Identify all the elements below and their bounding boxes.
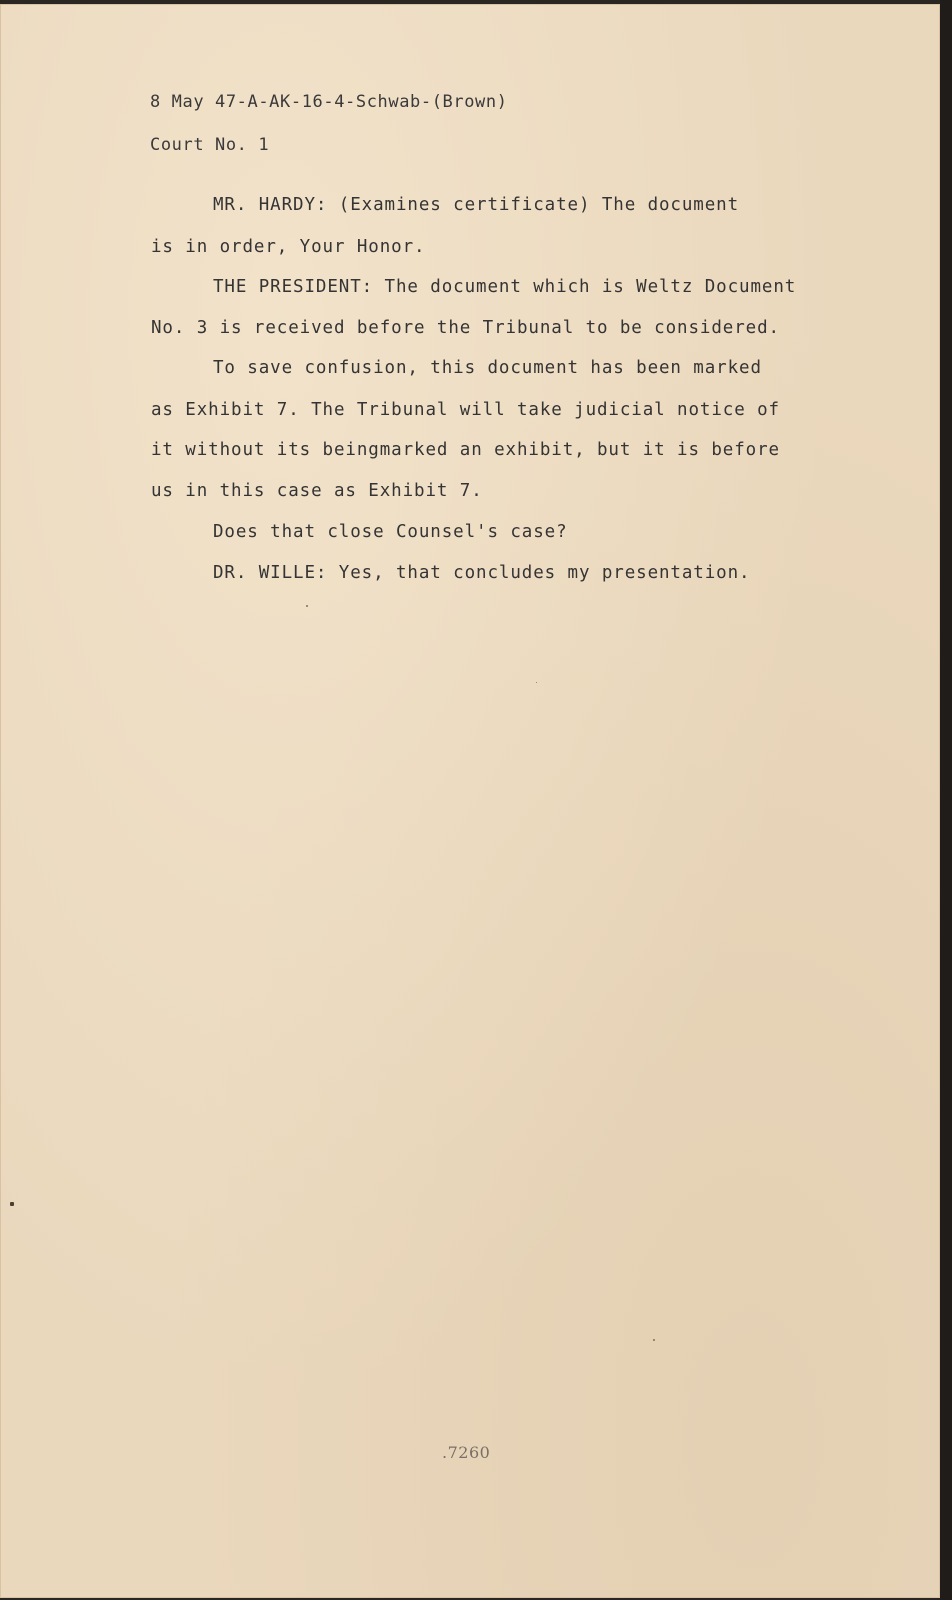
- transcript-line: as Exhibit 7. The Tribunal will take judicial notice of: [151, 400, 780, 420]
- paper-speck: [653, 1339, 655, 1341]
- page-number: .7260: [442, 1443, 491, 1462]
- transcript-line: it without its beingmarked an exhibit, but it is before: [151, 440, 780, 460]
- paper-speck: [10, 1202, 14, 1206]
- transcript-line: DR. WILLE: Yes, that concludes my presentation.: [213, 563, 751, 583]
- header-reference: 8 May 47-A-AK-16-4-Schwab-(Brown): [150, 92, 508, 112]
- paper-speck: [536, 682, 537, 683]
- scan-edge: [940, 0, 952, 1600]
- transcript-line: THE PRESIDENT: The document which is Weltz Document: [213, 277, 797, 297]
- transcript-line: is in order, Your Honor.: [151, 237, 426, 257]
- transcript-line: us in this case as Exhibit 7.: [151, 481, 483, 501]
- transcript-line: To save confusion, this document has been marked: [213, 358, 762, 378]
- transcript-line: MR. HARDY: (Examines certificate) The document: [213, 195, 740, 215]
- court-number: Court No. 1: [150, 135, 270, 155]
- paper-speck: [306, 605, 308, 607]
- transcript-line: Does that close Counsel's case?: [213, 522, 568, 542]
- document-page: [0, 4, 940, 1598]
- transcript-line: No. 3 is received before the Tribunal to be considered.: [151, 318, 780, 338]
